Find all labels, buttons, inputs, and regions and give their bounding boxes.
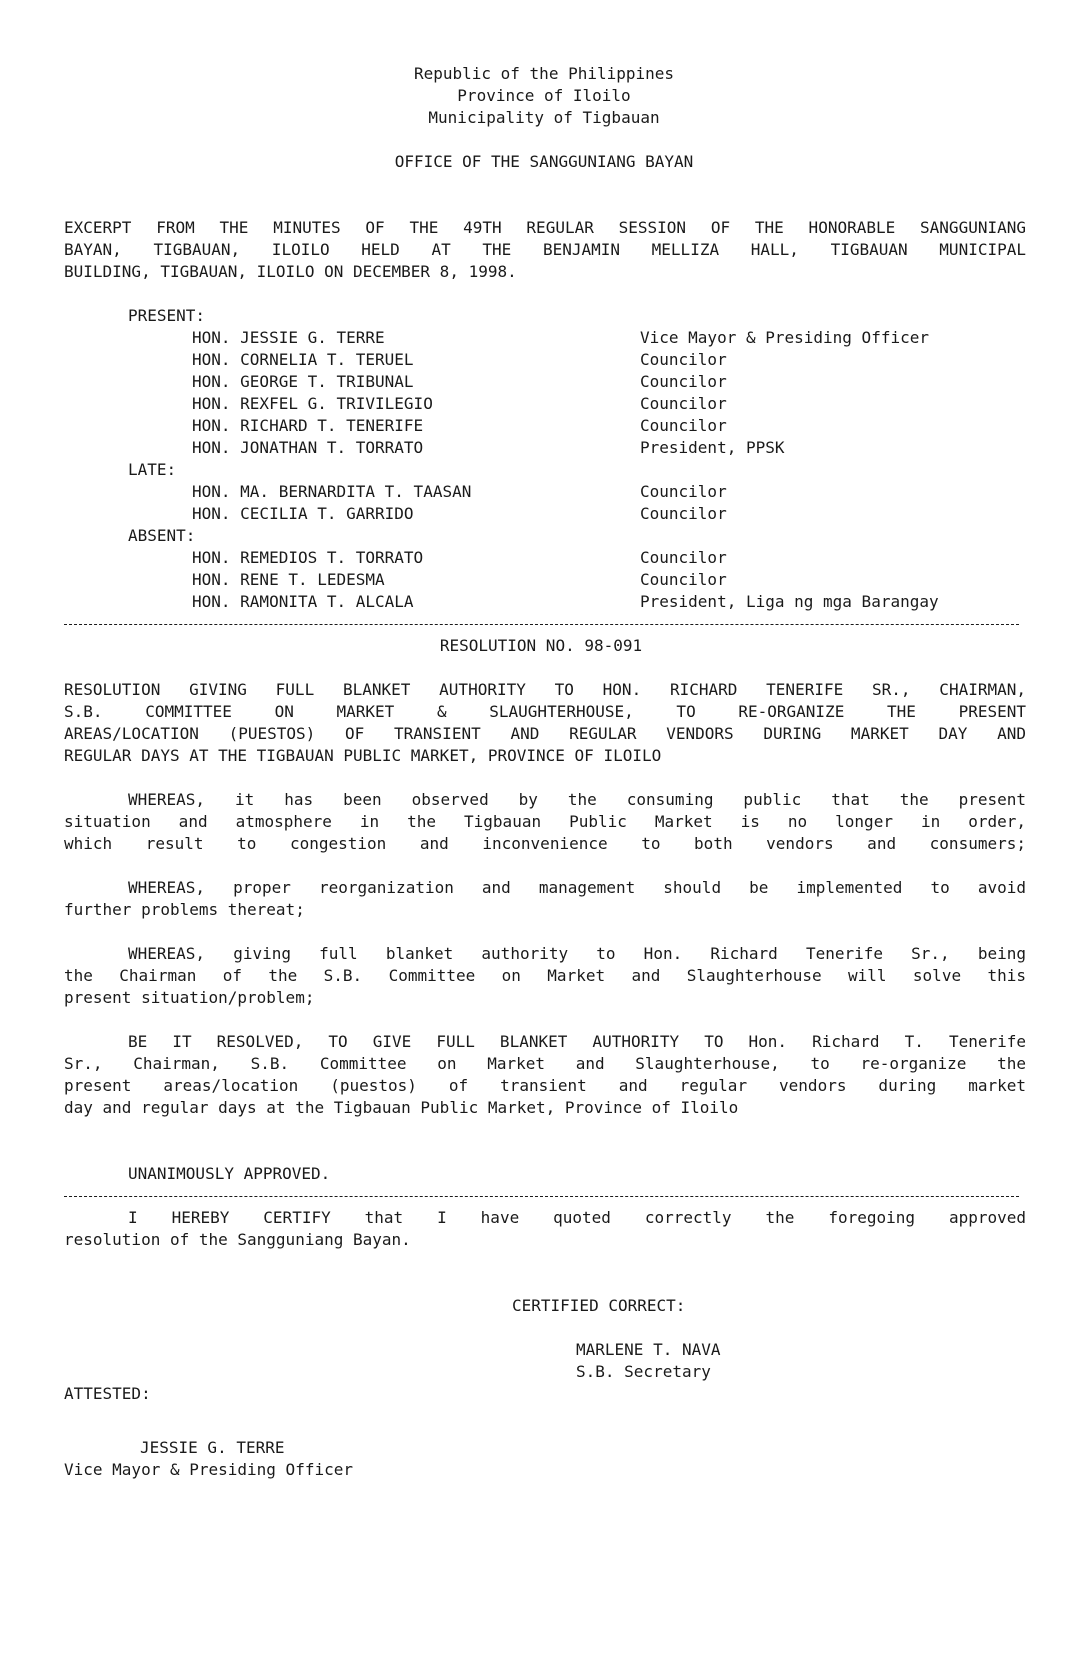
attendee-role: Councilor <box>640 416 727 435</box>
resolution-title-line: AREAS/LOCATION (PUESTOS) OF TRANSIENT AND REGULAR VENDORS DURING MARKET DAY AND <box>64 724 1026 743</box>
whereas-line: situation and atmosphere in the Tigbauan Public Market is no longer in order, <box>64 812 1026 831</box>
excerpt-line: BUILDING, TIGBAUAN, ILOILO ON DECEMBER 8, 1998. <box>64 262 517 281</box>
whereas-line: which result to congestion and inconvenience to both vendors and consumers; <box>64 834 1026 853</box>
attendee-role: Councilor <box>640 372 727 391</box>
absent-label: ABSENT: <box>128 526 196 545</box>
attendee-name: HON. REXFEL G. TRIVILEGIO <box>192 394 433 413</box>
attendee-role: Councilor <box>640 394 727 413</box>
attendee-name: HON. GEORGE T. TRIBUNAL <box>192 372 414 391</box>
whereas-line: present situation/problem; <box>64 988 315 1007</box>
attendee-role: Councilor <box>640 548 727 567</box>
attested-label: ATTESTED: <box>64 1384 151 1403</box>
whereas-line: WHEREAS, giving full blanket authority to Hon. Richard Tenerife Sr., being <box>128 944 1026 963</box>
attendee-name: HON. CECILIA T. GARRIDO <box>192 504 414 523</box>
header-office: OFFICE OF THE SANGGUNIANG BAYAN <box>394 152 694 171</box>
resolved-line: Sr., Chairman, S.B. Committee on Market and Slaughterhouse, to re-organize the <box>64 1054 1026 1073</box>
attendee-name: HON. RENE T. LEDESMA <box>192 570 385 589</box>
header-municipality: Municipality of Tigbauan <box>428 108 660 127</box>
attendee-role: President, Liga ng mga Barangay <box>640 592 939 611</box>
whereas-line: WHEREAS, it has been observed by the consuming public that the present <box>128 790 1026 809</box>
attendee-name: HON. RAMONITA T. ALCALA <box>192 592 414 611</box>
certification-line: resolution of the Sangguniang Bayan. <box>64 1230 411 1249</box>
resolved-line: BE IT RESOLVED, TO GIVE FULL BLANKET AUTHORITY TO Hon. Richard T. Tenerife <box>128 1032 1026 1051</box>
excerpt-line: EXCERPT FROM THE MINUTES OF THE 49TH REGULAR SESSION OF THE HONORABLE SANGGUNIANG <box>64 218 1026 237</box>
attester-name: JESSIE G. TERRE <box>140 1438 285 1457</box>
approval-statement: UNANIMOUSLY APPROVED. <box>128 1164 331 1183</box>
whereas-line: further problems thereat; <box>64 900 305 919</box>
present-label: PRESENT: <box>128 306 206 325</box>
certified-correct-label: CERTIFIED CORRECT: <box>512 1296 686 1315</box>
header-republic: Republic of the Philippines <box>413 64 675 83</box>
attendee-role: Vice Mayor & Presiding Officer <box>640 328 929 347</box>
header-province: Province of Iloilo <box>457 86 631 105</box>
attendee-role: Councilor <box>640 482 727 501</box>
secretary-title: S.B. Secretary <box>576 1362 711 1381</box>
late-label: LATE: <box>128 460 177 479</box>
excerpt-line: BAYAN, TIGBAUAN, ILOILO HELD AT THE BENJAMIN MELLIZA HALL, TIGBAUAN MUNICIPAL <box>64 240 1026 259</box>
resolution-title-line: REGULAR DAYS AT THE TIGBAUAN PUBLIC MARKET, PROVINCE OF ILOILO <box>64 746 662 765</box>
attendee-name: HON. REMEDIOS T. TORRATO <box>192 548 424 567</box>
attendee-name: HON. MA. BERNARDITA T. TAASAN <box>192 482 472 501</box>
resolution-number: RESOLUTION NO. 98-091 <box>439 636 643 655</box>
dashed-divider <box>64 624 1019 625</box>
attendee-name: HON. JESSIE G. TERRE <box>192 328 385 347</box>
dashed-divider <box>64 1196 1019 1197</box>
resolved-line: day and regular days at the Tigbauan Public Market, Province of Iloilo <box>64 1098 739 1117</box>
resolution-title-line: S.B. COMMITTEE ON MARKET & SLAUGHTERHOUSE, TO RE-ORGANIZE THE PRESENT <box>64 702 1026 721</box>
certification-line: I HEREBY CERTIFY that I have quoted correctly the foregoing approved <box>128 1208 1026 1227</box>
attendee-role: President, PPSK <box>640 438 785 457</box>
attendee-role: Councilor <box>640 504 727 523</box>
whereas-line: WHEREAS, proper reorganization and management should be implemented to avoid <box>128 878 1026 897</box>
attester-title: Vice Mayor & Presiding Officer <box>64 1460 353 1479</box>
secretary-name: MARLENE T. NAVA <box>576 1340 721 1359</box>
attendee-role: Councilor <box>640 570 727 589</box>
attendee-role: Councilor <box>640 350 727 369</box>
resolution-title-line: RESOLUTION GIVING FULL BLANKET AUTHORITY TO HON. RICHARD TENERIFE SR., CHAIRMAN, <box>64 680 1026 699</box>
resolved-line: present areas/location (puestos) of transient and regular vendors during market <box>64 1076 1026 1095</box>
attendee-name: HON. RICHARD T. TENERIFE <box>192 416 424 435</box>
whereas-line: the Chairman of the S.B. Committee on Market and Slaughterhouse will solve this <box>64 966 1026 985</box>
attendee-name: HON. JONATHAN T. TORRATO <box>192 438 424 457</box>
attendee-name: HON. CORNELIA T. TERUEL <box>192 350 414 369</box>
